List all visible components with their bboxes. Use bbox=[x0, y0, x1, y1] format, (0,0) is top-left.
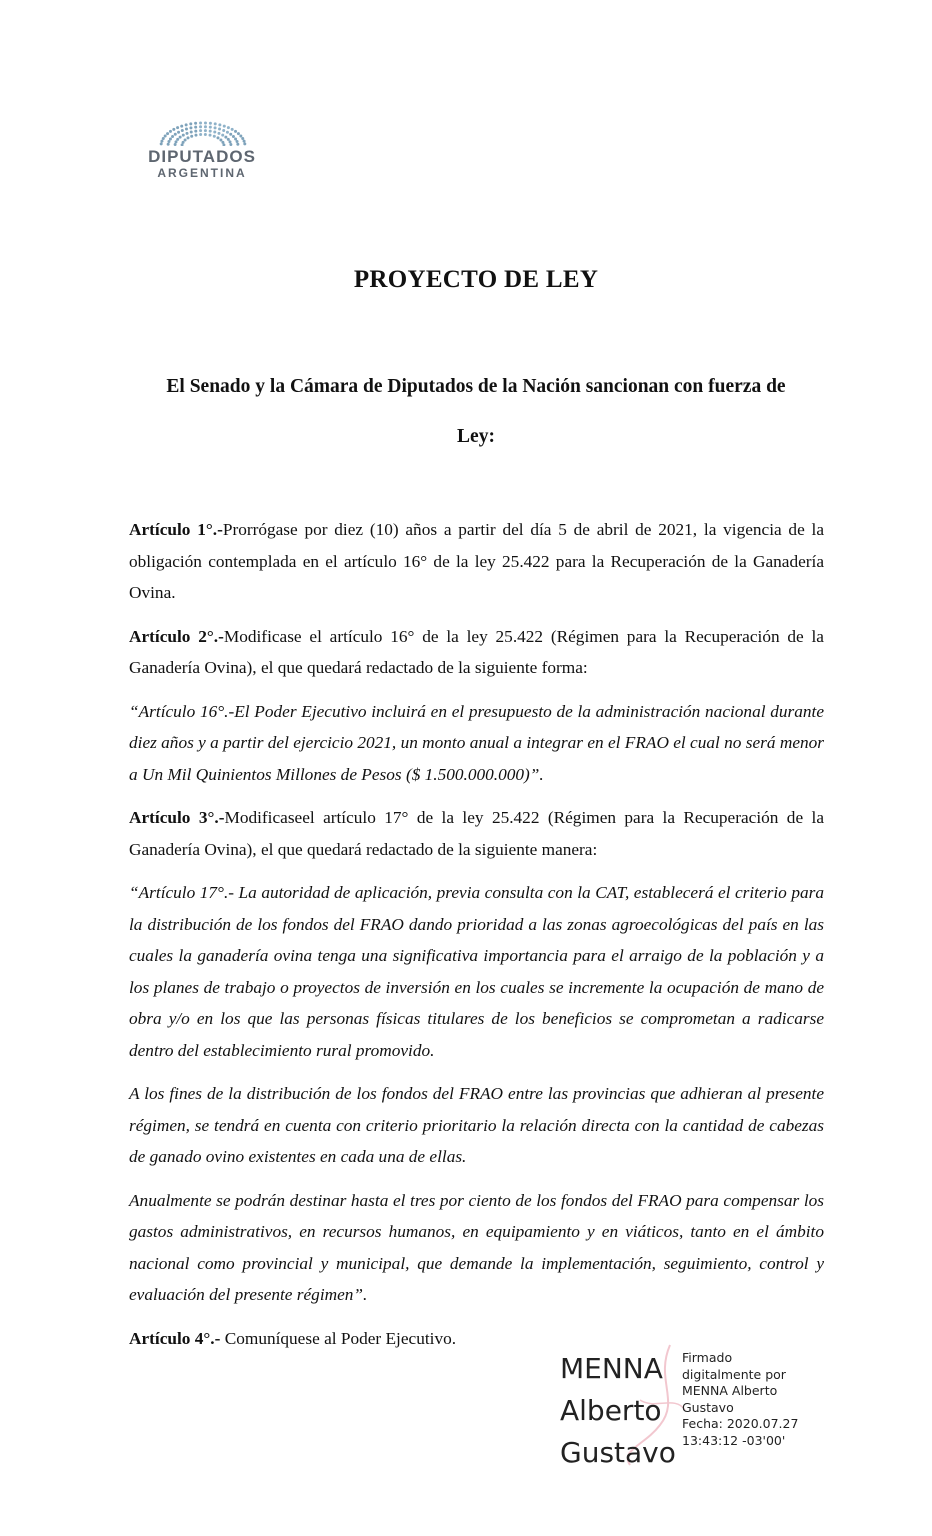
signer-name-line: Alberto bbox=[560, 1394, 662, 1427]
article-3-text: Modificaseel artículo 17° de la ley 25.422 (Régimen para la Recuperación de la Ganadería Ovina), el que quedará redactado de la siguiente manera: bbox=[129, 808, 824, 859]
diputados-logo bbox=[128, 100, 278, 185]
article-2-text: Modificase el artículo 16° de la ley 25.422 (Régimen para la Recuperación de la Ganadería Ovina), el que quedará redactado de la siguiente forma: bbox=[129, 626, 824, 677]
signer-name-line: Gustavo bbox=[560, 1436, 676, 1469]
digital-signature bbox=[560, 1348, 840, 1468]
article-3 bbox=[129, 802, 824, 865]
signature-info-line: 13:43:12 -03'00' bbox=[682, 1432, 786, 1448]
signature-info-line: digitalmente por bbox=[682, 1366, 786, 1382]
article-17-quote-2: A los fines de la distribución de los fondos del FRAO entre las provincias que adhieran al presente régimen, se tendrá en cuenta con criterio prioritario la relación directa con la cantidad de cabezas de ganado ovino existentes en cada una de ellas. bbox=[129, 1084, 824, 1166]
article-4-label: Artículo 4°.- bbox=[129, 1328, 221, 1348]
signature-info-line: Fecha: 2020.07.27 bbox=[682, 1416, 799, 1431]
article-2-label: Artículo 2°.- bbox=[129, 626, 224, 646]
article-17-quote-1: “Artículo 17°.- La autoridad de aplicación, previa consulta con la CAT, establecerá el criterio para la distribución de los fondos del FRAO dando prioridad a las zonas agroecológicas del país en las cuales la ganadería ovina tenga una significativa importancia para el arraigo de la población y a los planes de trabajo o proyectos de inversión en los cuales se incremente la ocupación de mano de obra y/o en los que las personas físicas titulares de los beneficios se comprometan a radicarse dentro del establecimiento rural promovido. bbox=[129, 883, 824, 1060]
signer-name-line: MENNA bbox=[560, 1352, 663, 1385]
signer-name bbox=[560, 1348, 676, 1474]
article-3-label: Artículo 3°.- bbox=[129, 808, 225, 827]
logo-name: DIPUTADOS bbox=[148, 147, 256, 166]
hemicycle-icon bbox=[148, 100, 258, 146]
preamble-line-1: El Senado y la Cámara de Diputados de la Nación sancionan con fuerza de bbox=[166, 376, 786, 397]
article-16-quote: “Artículo 16°.-El Poder Ejecutivo incluirá en el presupuesto de la administración nacional durante diez años y a partir del ejercicio 2021, un monto anual a integrar en el FRAO el cual no será menor a Un Mil Quinientos Millones de Pesos ($ 1.500.000.000)”. bbox=[129, 701, 824, 784]
article-1 bbox=[129, 514, 824, 609]
article-2 bbox=[129, 621, 824, 684]
article-1-text: Prorrógase por diez (10) años a partir del día 5 de abril de 2021, la vigencia de la obligación contemplada en el artículo 16° de la ley 25.422 para la Recuperación de la Ganadería Ovina. bbox=[129, 520, 824, 602]
signature-info-line: MENNA Alberto bbox=[682, 1383, 778, 1398]
page-title: PROYECTO DE LEY bbox=[353, 266, 599, 293]
signature-info-line: Firmado bbox=[682, 1350, 733, 1365]
logo-country: ARGENTINA bbox=[157, 166, 247, 180]
article-17-quote-3: Anualmente se podrán destinar hasta el tres por ciento de los fondos del FRAO para compensar los gastos administrativos, en recursos humanos, en equipamiento y en viáticos, tanto en el ámbito nacional como provincial y municipal, que demande la implementación, seguimiento, control y evaluación del presente régimen”. bbox=[129, 1190, 824, 1304]
article-1-label: Artículo 1°.- bbox=[129, 520, 223, 539]
document-body bbox=[129, 514, 824, 1354]
article-4-text: Comuníquese al Poder Ejecutivo. bbox=[220, 1328, 457, 1348]
signature-info bbox=[682, 1350, 798, 1449]
signature-info-line: Gustavo bbox=[682, 1399, 734, 1415]
preamble-line-2: Ley: bbox=[457, 426, 495, 447]
